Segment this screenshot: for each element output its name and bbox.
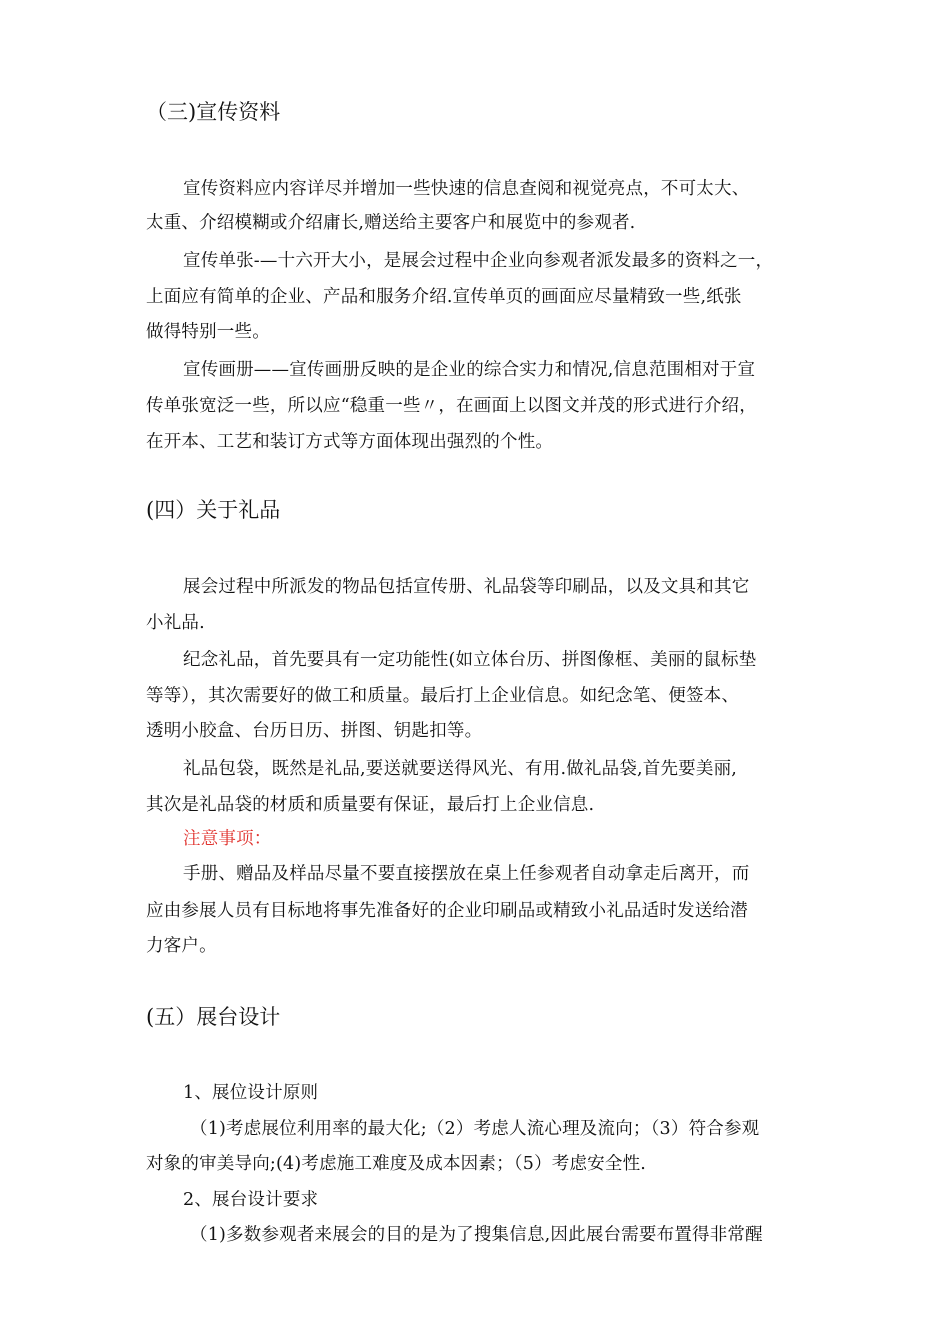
paragraph-line: 2、展台设计要求 [183, 1190, 319, 1210]
paragraph-line: 等等），其次需要好的做工和质量。最后打上企业信息。如纪念笔、便签本、 [146, 686, 740, 706]
paragraph-line: 礼品包袋，既然是礼品,要送就要送得风光、有用.做礼品袋,首先要美丽, [183, 759, 738, 779]
paragraph-line: 在开本、工艺和装订方式等方面体现出强烈的个性。 [146, 432, 554, 452]
section-heading-5: (五）展台设计 [146, 1005, 281, 1029]
paragraph-line: （1)多数参观者来展会的目的是为了搜集信息,因此展台需要布置得非常醒 [190, 1225, 763, 1245]
paragraph-line: （1)考虑展位利用率的最大化;（2）考虑人流心理及流向；（3）符合参观 [190, 1119, 760, 1139]
paragraph-line: 传单张宽泛一些，所以应“稳重一些〃，在画面上以图文并茂的形式进行介绍， [146, 396, 757, 416]
paragraph-line: 宣传单张-—十六开大小，是展会过程中企业向参观者派发最多的资料之一， [183, 251, 774, 271]
section-heading-3: （三)宣传资料 [146, 100, 281, 124]
note-label: 注意事项： [183, 829, 272, 849]
paragraph-line: 力客户。 [146, 936, 217, 956]
paragraph-line: 小礼品. [146, 613, 205, 633]
paragraph-line: 上面应有简单的企业、产品和服务介绍.宣传单页的画面应尽量精致一些,纸张 [146, 287, 742, 307]
paragraph-line: 其次是礼品袋的材质和质量要有保证，最后打上企业信息. [146, 795, 595, 815]
paragraph-line: 纪念礼品，首先要具有一定功能性(如立体台历、拼图像框、美丽的鼠标垫 [183, 650, 757, 670]
paragraph-line: 1、展位设计原则 [183, 1083, 319, 1103]
paragraph-line: 做得特别一些。 [146, 322, 270, 342]
paragraph-line: 太重、介绍模糊或介绍庸长,赠送给主要客户和展览中的参观者. [146, 213, 636, 233]
paragraph-line: 应由参展人员有目标地将事先准备好的企业印刷品或精致小礼品适时发送给潜 [146, 901, 748, 921]
paragraph-line: 展会过程中所派发的物品包括宣传册、礼品袋等印刷品，以及文具和其它 [183, 577, 750, 597]
paragraph-line: 宣传画册——宣传画册反映的是企业的综合实力和情况,信息范围相对于宣 [183, 360, 756, 380]
paragraph-line: 手册、赠品及样品尽量不要直接摆放在桌上任参观者自动拿走后离开，而 [183, 864, 750, 884]
paragraph-line: 宣传资料应内容详尽并增加一些快速的信息查阅和视觉亮点，不可太大、 [183, 179, 750, 199]
section-heading-4: (四）关于礼品 [146, 498, 281, 522]
paragraph-line: 透明小胶盒、台历日历、拼图、钥匙扣等。 [146, 721, 483, 741]
paragraph-line: 对象的审美导向;(4)考虑施工难度及成本因素；（5）考虑安全性. [146, 1154, 647, 1174]
